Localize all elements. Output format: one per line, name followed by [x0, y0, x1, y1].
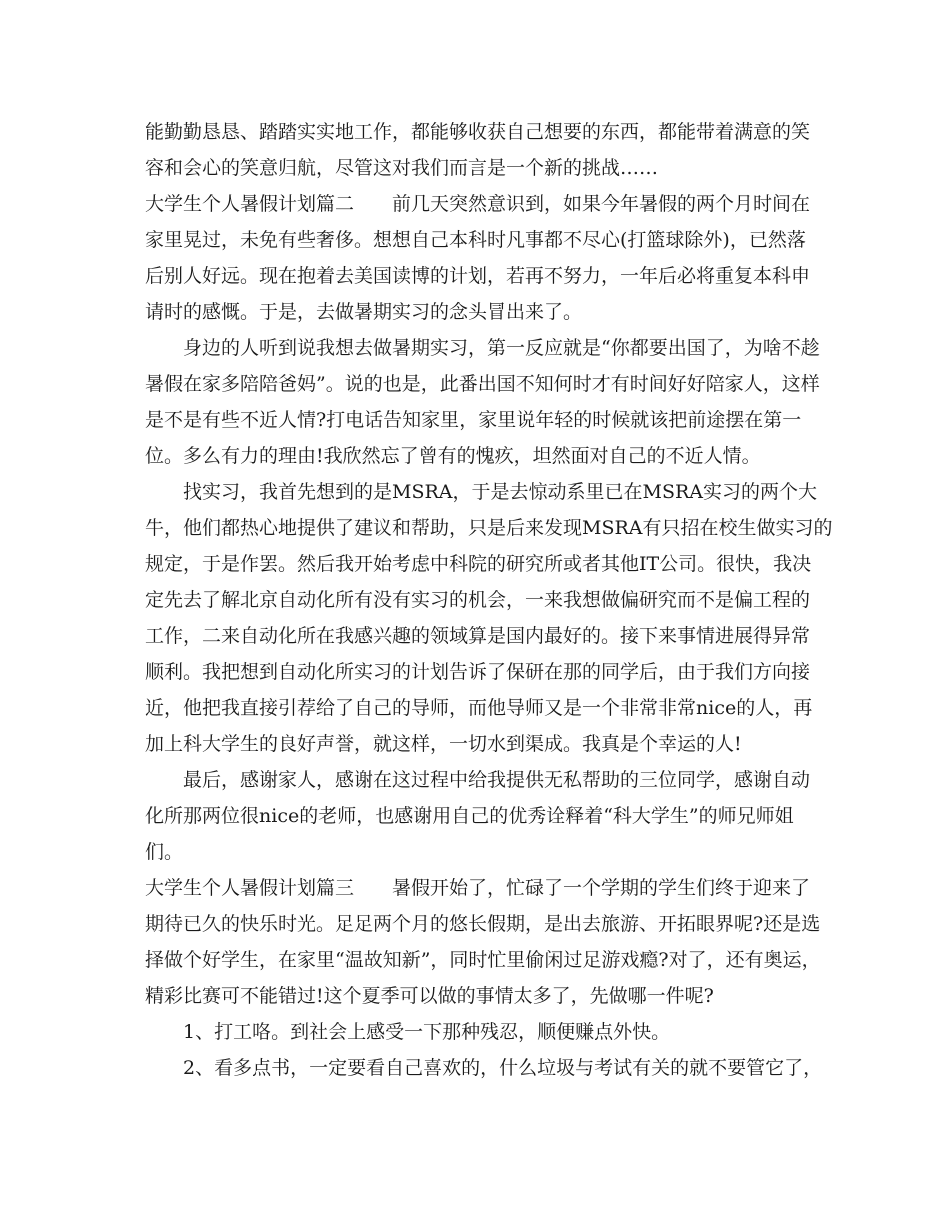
- text-line: 近，他把我直接引荐给了自己的导师，而他导师又是一个非常非常nice的人，再: [145, 697, 813, 719]
- text-line: 是不是有些不近人情?打电话告知家里，家里说年轻的时候就该把前途摆在第一: [145, 409, 802, 431]
- text-line: 能勤勤恳恳、踏踏实实地工作，都能够收获自己想要的东西，都能带着满意的笑: [145, 121, 811, 143]
- text-line: 期待已久的快乐时光。足足两个月的悠长假期，是出去旅游、开拓眼界呢?还是选: [145, 913, 821, 935]
- text-line: 择做个好学生，在家里“温故知新”，同时忙里偷闲过足游戏瘾?对了，还有奥运，: [145, 949, 821, 971]
- text-line: 容和会心的笑意归航，尽管这对我们而言是一个新的挑战……: [145, 157, 659, 179]
- paragraph-start-line: 身边的人听到说我想去做暑期实习，第一反应就是“你都要出国了，为啥不趁: [183, 337, 820, 359]
- paragraph-start-line: 最后，感谢家人，感谢在这过程中给我提供无私帮助的三位同学，感谢自动: [183, 769, 811, 791]
- list-item-line: 2、看多点书，一定要看自己喜欢的，什么垃圾与考试有关的就不要管它了，: [183, 1057, 823, 1079]
- text-line: 家里晃过，未免有些奢侈。想想自己本科时凡事都不尽心(打篮球除外)，已然落: [145, 229, 806, 251]
- paragraph-start-line: 找实习，我首先想到的是MSRA，于是去惊动系里已在MSRA实习的两个大: [183, 481, 817, 503]
- text-line: 后别人好远。现在抱着去美国读博的计划，若再不努力，一年后必将重复本科申: [145, 265, 811, 287]
- document-body: [145, 114, 833, 1086]
- text-line: 牛，他们都热心地提供了建议和帮助，只是后来发现MSRA有只招在校生做实习的: [145, 517, 833, 539]
- text-line: 工作，二来自动化所在我感兴趣的领域算是国内最好的。接下来事情进展得异常: [145, 625, 811, 647]
- text-line: 顺利。我把想到自动化所实习的计划告诉了保研在那的同学后，由于我们方向接: [145, 661, 811, 683]
- text-line: 请时的感慨。于是，去做暑期实习的念头冒出来了。: [145, 301, 583, 323]
- list-item-line: 1、打工咯。到社会上感受一下那种残忍，顺便赚点外快。: [183, 1021, 671, 1043]
- text-line: 位。多么有力的理由!我欣然忘了曾有的愧疚，坦然面对自己的不近人情。: [145, 445, 761, 467]
- text-line: 们。: [145, 841, 184, 863]
- section-heading-line: 大学生个人暑假计划篇三 暑假开始了，忙碌了一个学期的学生们终于迎来了: [145, 877, 811, 899]
- text-line: 精彩比赛可不能错过!这个夏季可以做的事情太多了，先做哪一件呢?: [145, 985, 714, 1007]
- text-line: 化所那两位很nice的老师，也感谢用自己的优秀诠释着“科大学生”的师兄师姐: [145, 805, 794, 827]
- section-heading-line: 大学生个人暑假计划篇二 前几天突然意识到，如果今年暑假的两个月时间在: [145, 193, 811, 215]
- text-line: 定先去了解北京自动化所有没有实习的机会，一来我想做偏研究而不是偏工程的: [145, 589, 811, 611]
- text-line: 规定，于是作罢。然后我开始考虑中科院的研究所或者其他IT公司。很快，我决: [145, 553, 812, 575]
- text-line: 暑假在家多陪陪爸妈”。说的也是，此番出国不知何时才有时间好好陪家人，这样: [145, 373, 820, 395]
- text-line: 加上科大学生的良好声誉，就这样，一切水到渠成。我真是个幸运的人!: [145, 733, 742, 755]
